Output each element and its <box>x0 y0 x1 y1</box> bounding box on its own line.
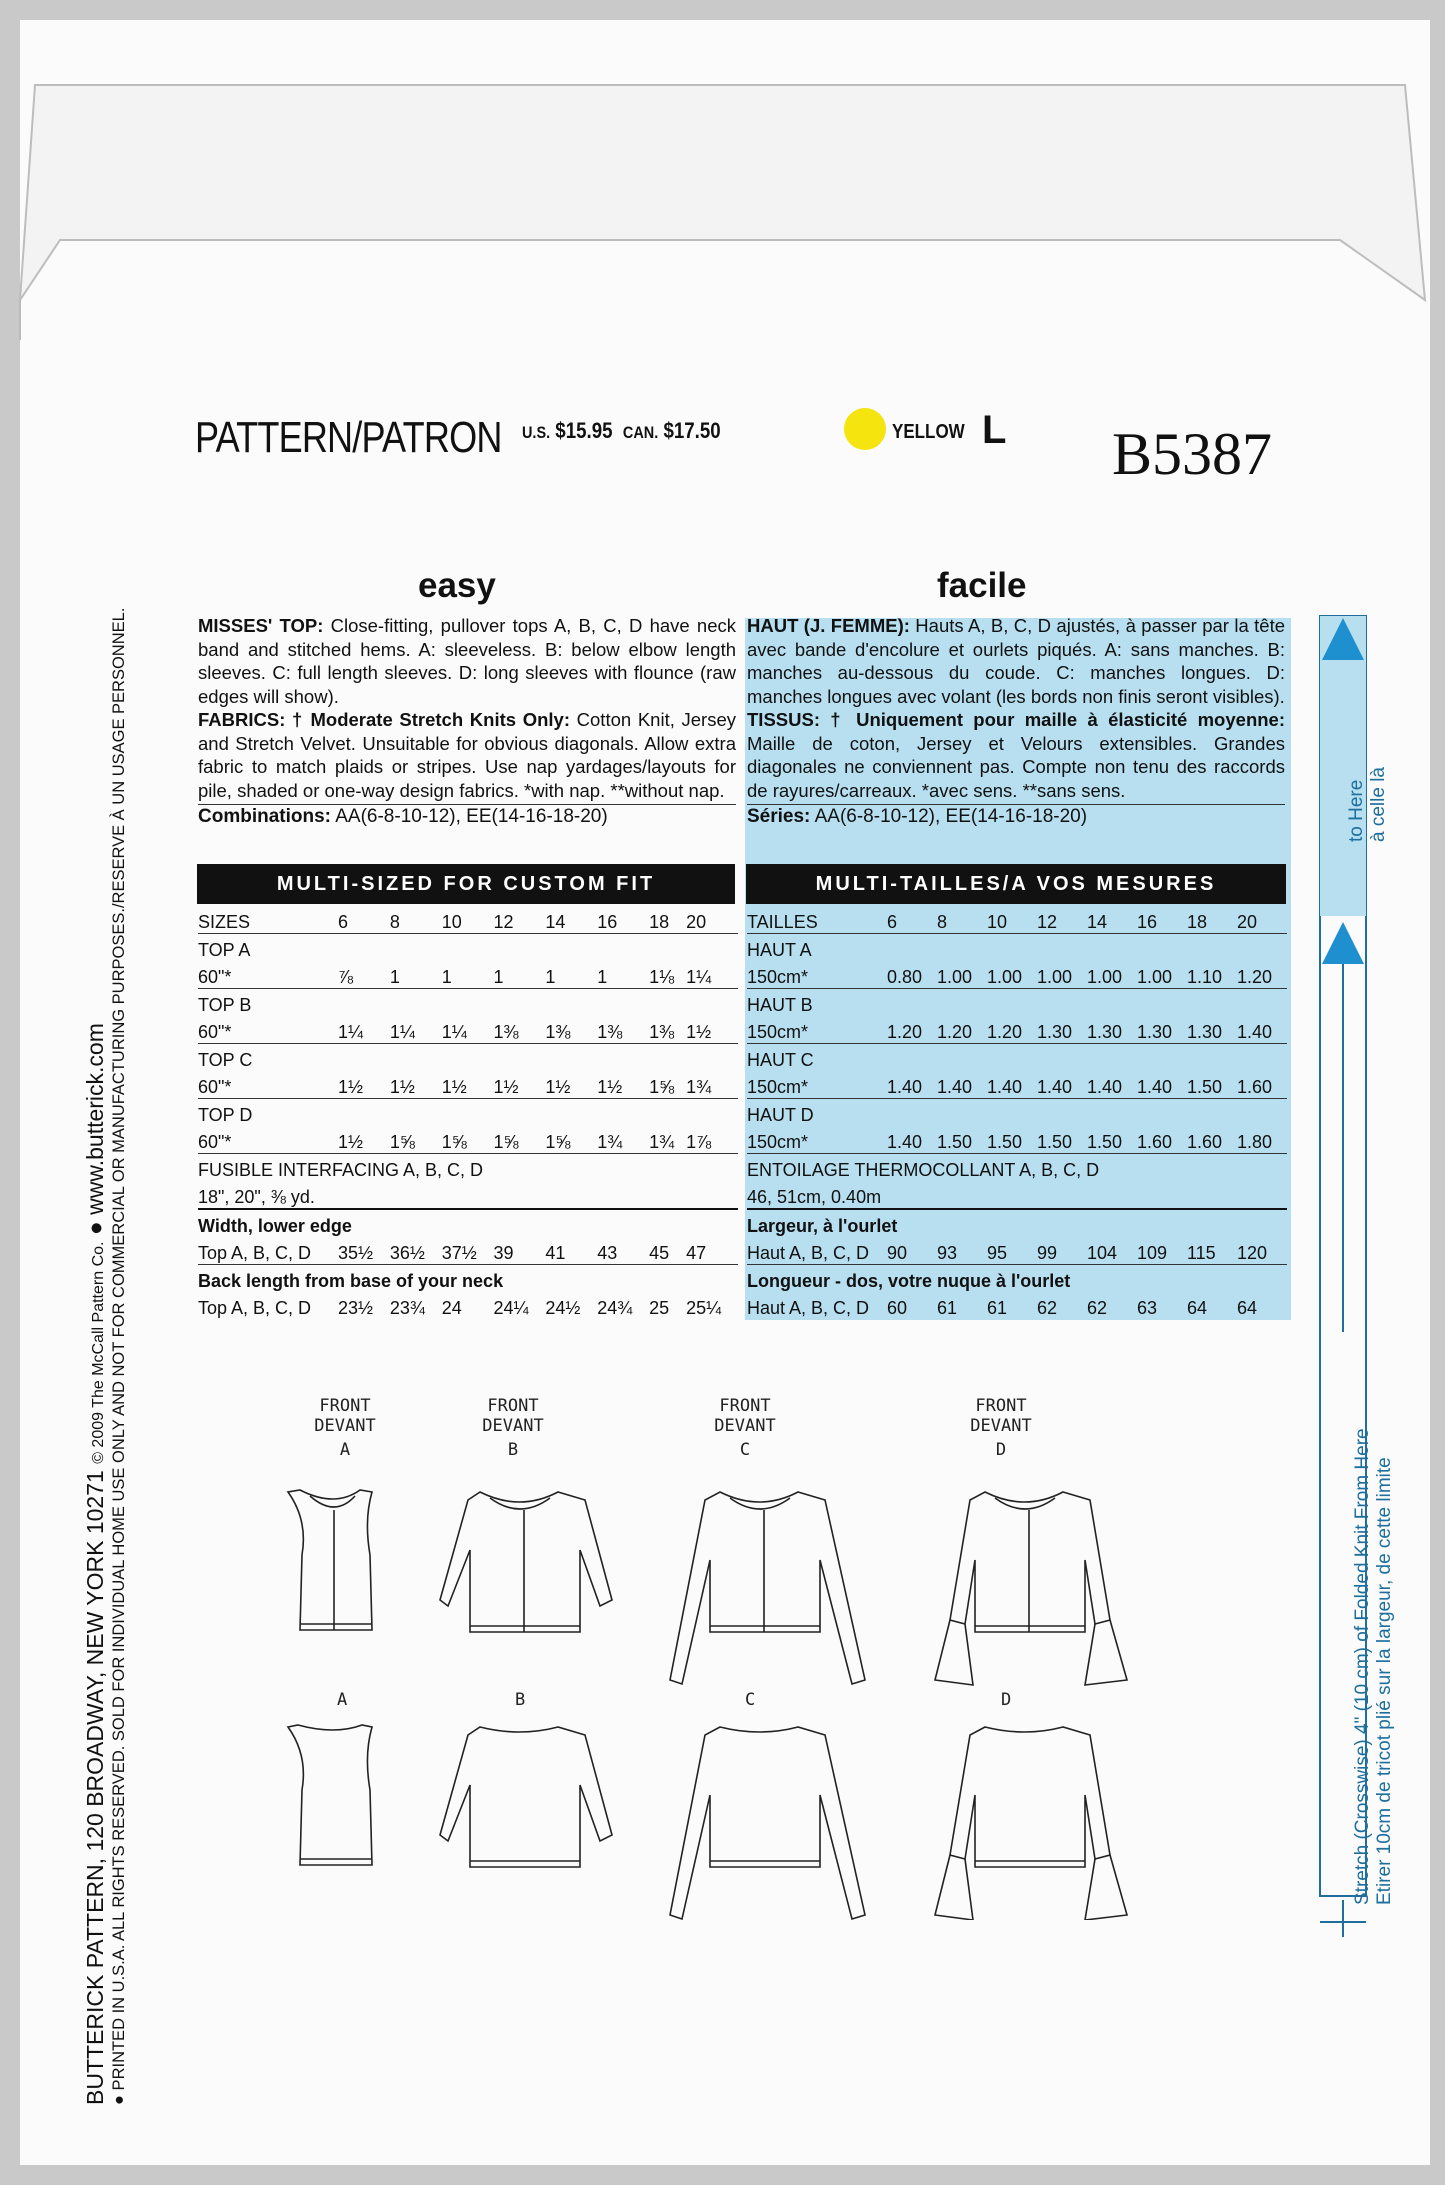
value-cell: 1.50 <box>1037 1132 1073 1152</box>
value-cell: 1.20 <box>1237 967 1273 987</box>
value-cell: 41 <box>545 1243 566 1263</box>
value-cell: 1⅛ <box>649 967 675 987</box>
value-cell: 1½ <box>686 1022 712 1042</box>
value-cell: 60 <box>887 1298 908 1318</box>
combinations-head-fr: Séries: <box>747 806 811 827</box>
table-row <box>747 1044 1287 1072</box>
value-cell: 1⅞ <box>686 1132 712 1152</box>
value-cell: 1.00 <box>987 967 1023 987</box>
size-cell: 18 <box>1187 912 1208 932</box>
value-cell: 1¾ <box>597 1132 623 1152</box>
value-cell: 1⅝ <box>649 1077 675 1097</box>
value-cell: 1½ <box>545 1077 571 1097</box>
value-cell: 1.00 <box>1137 967 1173 987</box>
value-cell: 1.20 <box>887 1022 923 1042</box>
table-row <box>747 1099 1287 1127</box>
size-cell: 14 <box>545 912 566 932</box>
value-cell: 1.40 <box>1137 1077 1173 1097</box>
value-cell: 1½ <box>597 1077 623 1097</box>
yardage-table-en <box>198 906 738 1319</box>
description-fr <box>747 614 1285 829</box>
value-cell: 1.20 <box>987 1022 1023 1042</box>
value-cell: 1.40 <box>987 1077 1023 1097</box>
yardage-table-fr <box>747 906 1287 1319</box>
value-cell: 1¼ <box>389 1022 415 1042</box>
combinations-fr: AA(6-8-10-12), EE(14-16-18-20) <box>810 806 1088 827</box>
interfacing-value: 18", 20", ⅜ yd. <box>198 1187 315 1207</box>
table-row <box>747 1126 1287 1154</box>
value-cell: 1.20 <box>937 1022 973 1042</box>
size-cell: 6 <box>338 912 349 932</box>
price-can-label: CAN. <box>622 423 659 442</box>
drawing-back-d <box>935 1727 1127 1920</box>
band-fr: MULTI-TAILLES/A VOS MESURES <box>746 864 1286 904</box>
value-cell: 24¾ <box>597 1298 633 1318</box>
desc-head-en: MISSES' TOP: <box>198 615 324 636</box>
value-cell: 1.40 <box>1037 1077 1073 1097</box>
back-head: Back length from base of your neck <box>198 1271 504 1291</box>
table-row <box>198 934 738 962</box>
width-label: Haut A, B, C, D <box>747 1243 870 1263</box>
value-cell: 25 <box>649 1298 670 1318</box>
price <box>522 418 721 444</box>
arrow-up-icon <box>1322 922 1364 964</box>
desc-fr: Hauts A, B, C, D ajustés, à passer par la tête avec bande d'encolure et ourlets piqués. A: sans manches. B: manches au-dessous du coude. C: manches longues. D: manches longues avec volant (les bords non finis seront visibles). <box>747 615 1286 707</box>
value-cell: 99 <box>1037 1243 1058 1263</box>
value-cell: 1.30 <box>1087 1022 1123 1042</box>
table-row <box>747 1209 1287 1237</box>
row-name: TOP B <box>198 995 252 1015</box>
size-cell: 16 <box>1137 912 1158 932</box>
value-cell: 25¼ <box>686 1298 722 1318</box>
row-width: 150cm* <box>747 967 809 987</box>
value-cell: 95 <box>987 1243 1008 1263</box>
band-en: MULTI-SIZED FOR CUSTOM FIT <box>197 864 735 904</box>
row-width: 150cm* <box>747 1132 809 1152</box>
price-can: $17.50 <box>663 418 721 443</box>
size-cell: 20 <box>1237 912 1258 932</box>
sizes-label: SIZES <box>198 912 251 932</box>
row-name: HAUT C <box>747 1050 814 1070</box>
value-cell: 35½ <box>338 1243 374 1263</box>
value-cell: 43 <box>597 1243 618 1263</box>
table-row <box>747 961 1287 989</box>
width-label: Top A, B, C, D <box>198 1243 312 1263</box>
price-us: $15.95 <box>555 418 613 443</box>
table-row <box>747 1265 1287 1293</box>
size-cell: 8 <box>937 912 948 932</box>
table-row <box>198 989 738 1017</box>
desc-en: Close-fitting, pullover tops A, B, C, D have neck band and stitched hems. A: sleeveless. B: below elbow length sleeves. C: full length sleeves. D: long sleeves with flounce (raw edges will show). <box>198 615 736 707</box>
table-row <box>198 1237 738 1265</box>
table-row <box>747 1292 1287 1319</box>
table-row <box>198 1016 738 1044</box>
table-row <box>747 1181 1287 1209</box>
back-label-b: B <box>515 1690 526 1710</box>
table-row <box>198 1044 738 1072</box>
front-label-c: FRONT DEVANT C <box>714 1396 776 1460</box>
value-cell: 1.40 <box>887 1077 923 1097</box>
row-width: 60"* <box>198 1022 232 1042</box>
value-cell: 1¼ <box>338 1022 364 1042</box>
value-cell: 45 <box>649 1243 670 1263</box>
fabrics-head-en: FABRICS: † Moderate Stretch Knits Only: <box>198 709 570 730</box>
value-cell: 109 <box>1137 1243 1168 1263</box>
value-cell: 23½ <box>338 1298 374 1318</box>
back-label-c: C <box>745 1690 756 1710</box>
front-label-a: FRONT DEVANT A <box>314 1396 376 1460</box>
value-cell: 1⅜ <box>545 1022 571 1042</box>
row-width: 150cm* <box>747 1077 809 1097</box>
table-row <box>198 1126 738 1154</box>
width-head: Width, lower edge <box>198 1216 352 1236</box>
value-cell: ⅞ <box>338 967 354 987</box>
value-cell: 39 <box>493 1243 514 1263</box>
value-cell: 1⅝ <box>441 1132 467 1152</box>
table-row <box>198 906 738 934</box>
envelope-flap <box>0 0 1445 340</box>
row-name: TOP C <box>198 1050 253 1070</box>
table-row <box>198 1292 738 1319</box>
value-cell: 0.80 <box>887 967 923 987</box>
table-row <box>198 1265 738 1293</box>
color-label: YELLOW <box>892 421 965 443</box>
value-cell: 1 <box>493 967 504 987</box>
color-dot <box>844 408 886 450</box>
combinations-head-en: Combinations: <box>198 806 331 827</box>
value-cell: 1½ <box>338 1132 364 1152</box>
difficulty-fr: facile <box>937 566 1027 605</box>
row-name: HAUT D <box>747 1105 814 1125</box>
value-cell: 93 <box>937 1243 958 1263</box>
value-cell: 62 <box>1037 1298 1058 1318</box>
row-name: TOP D <box>198 1105 253 1125</box>
to-here-label: to Here à celle là <box>1346 767 1389 842</box>
drawing-front-d <box>935 1492 1127 1685</box>
value-cell: 1¾ <box>686 1077 712 1097</box>
front-label-d: FRONT DEVANT D <box>970 1396 1032 1460</box>
value-cell: 1 <box>389 967 400 987</box>
row-name: TOP A <box>198 940 251 960</box>
price-us-label: U.S. <box>522 423 551 442</box>
size-cell: 10 <box>441 912 462 932</box>
value-cell: 90 <box>887 1243 908 1263</box>
value-cell: 1⅜ <box>493 1022 519 1042</box>
value-cell: 1¼ <box>441 1022 467 1042</box>
size-letter: L <box>982 408 1007 452</box>
value-cell: 64 <box>1187 1298 1208 1318</box>
interfacing-value: 46, 51cm, 0.40m <box>747 1187 882 1207</box>
value-cell: 1.00 <box>1037 967 1073 987</box>
desc-head-fr: HAUT (J. FEMME): <box>747 615 910 636</box>
row-width: 60"* <box>198 1132 232 1152</box>
value-cell: 1⅝ <box>389 1132 415 1152</box>
table-row <box>198 1099 738 1127</box>
value-cell: 1⅜ <box>649 1022 675 1042</box>
value-cell: 1.50 <box>1087 1132 1123 1152</box>
table-row <box>198 1181 738 1209</box>
pattern-label: PATTERN/PATRON <box>195 413 502 462</box>
table-row <box>747 1016 1287 1044</box>
value-cell: 1.40 <box>1087 1077 1123 1097</box>
back-label: Haut A, B, C, D <box>747 1298 870 1318</box>
row-name: HAUT B <box>747 995 813 1015</box>
size-cell: 18 <box>649 912 670 932</box>
table-row <box>747 1154 1287 1182</box>
back-label: Top A, B, C, D <box>198 1298 312 1318</box>
value-cell: 1 <box>545 967 556 987</box>
value-cell: 1⅜ <box>597 1022 623 1042</box>
value-cell: 120 <box>1237 1243 1268 1263</box>
value-cell: 1.40 <box>887 1132 923 1152</box>
drawing-back-b <box>440 1727 612 1867</box>
table-row <box>747 934 1287 962</box>
size-cell: 12 <box>493 912 514 932</box>
rights-statement: ● PRINTED IN U.S.A. ALL RIGHTS RESERVED. SOLD FOR INDIVIDUAL HOME USE ONLY AND NOT FOR COMMERCIAL OR MANUFACTURING PURPOSES./RESERVE À UN USAGE PERSONNEL. <box>110 607 128 2105</box>
value-cell: 1.60 <box>1187 1132 1223 1152</box>
size-cell: 12 <box>1037 912 1058 932</box>
table-row <box>747 1071 1287 1099</box>
publisher-info: BUTTERICK PATTERN, 120 BROADWAY, NEW YORK 10271 © 2009 The McCall Pattern Co. ● www.butterick.com <box>82 1023 108 2105</box>
table-row <box>747 906 1287 934</box>
table-row <box>198 1071 738 1099</box>
row-name: HAUT A <box>747 940 812 960</box>
value-cell: 64 <box>1237 1298 1258 1318</box>
size-cell: 14 <box>1087 912 1108 932</box>
front-label-b: FRONT DEVANT B <box>482 1396 544 1460</box>
value-cell: 63 <box>1137 1298 1158 1318</box>
size-cell: 8 <box>389 912 400 932</box>
size-cell: 20 <box>686 912 707 932</box>
row-width: 150cm* <box>747 1022 809 1042</box>
value-cell: 1 <box>597 967 608 987</box>
value-cell: 1½ <box>338 1077 364 1097</box>
value-cell: 104 <box>1087 1243 1118 1263</box>
value-cell: 1.40 <box>1237 1022 1273 1042</box>
pattern-code: B5387 <box>1112 421 1273 487</box>
value-cell: 1½ <box>389 1077 415 1097</box>
stretch-instructions: Stretch (Crosswise) 4" (10 cm) of Folded Knit From Here Etirer 10cm de tricot plié sur la largeur, de cette limite <box>1352 1428 1395 1905</box>
value-cell: 1¼ <box>686 967 712 987</box>
value-cell: 1.50 <box>987 1132 1023 1152</box>
drawing-front-a <box>288 1490 372 1630</box>
interfacing-title: FUSIBLE INTERFACING A, B, C, D <box>198 1160 484 1180</box>
drawing-back-c <box>670 1727 865 1919</box>
value-cell: 37½ <box>441 1243 477 1263</box>
value-cell: 36½ <box>389 1243 425 1263</box>
value-cell: 1.50 <box>937 1132 973 1152</box>
value-cell: 1.40 <box>937 1077 973 1097</box>
size-cell: 10 <box>987 912 1008 932</box>
value-cell: 1⅝ <box>545 1132 571 1152</box>
table-row <box>198 961 738 989</box>
interfacing-title: ENTOILAGE THERMOCOLLANT A, B, C, D <box>747 1160 1100 1180</box>
value-cell: 1 <box>441 967 452 987</box>
description-en <box>198 614 736 829</box>
value-cell: 23¾ <box>389 1298 425 1318</box>
value-cell: 61 <box>937 1298 958 1318</box>
drawing-front-b <box>440 1492 612 1632</box>
row-width: 60"* <box>198 967 232 987</box>
value-cell: 1¾ <box>649 1132 675 1152</box>
value-cell: 1.10 <box>1187 967 1223 987</box>
value-cell: 61 <box>987 1298 1008 1318</box>
drawing-back-a <box>288 1725 372 1865</box>
value-cell: 115 <box>1187 1243 1216 1263</box>
value-cell: 1½ <box>441 1077 467 1097</box>
value-cell: 1.60 <box>1137 1132 1173 1152</box>
table-row <box>747 989 1287 1017</box>
sizes-label: TAILLES <box>747 912 818 932</box>
back-head: Longueur - dos, votre nuque à l'ourlet <box>747 1271 1071 1291</box>
value-cell: 1.00 <box>1087 967 1123 987</box>
size-cell: 6 <box>887 912 898 932</box>
fabrics-head-fr: TISSUS: † Uniquement pour maille à élasticité moyenne: <box>747 709 1285 730</box>
table-row <box>198 1154 738 1182</box>
value-cell: 1.30 <box>1037 1022 1073 1042</box>
back-label-d: D <box>1001 1690 1012 1710</box>
width-head: Largeur, à l'ourlet <box>747 1216 898 1236</box>
value-cell: 1⅝ <box>493 1132 519 1152</box>
row-width: 60"* <box>198 1077 232 1097</box>
technical-drawings <box>280 1480 1140 1920</box>
value-cell: 1.30 <box>1187 1022 1223 1042</box>
value-cell: 1.60 <box>1237 1077 1273 1097</box>
value-cell: 24½ <box>545 1298 581 1318</box>
table-row <box>198 1209 738 1237</box>
fabrics-fr: Maille de coton, Jersey et Velours extensibles. Grandes diagonales ne conviennent pas. Compte non tenu des raccords de rayures/carreaux. *avec sens. **sans sens. <box>747 732 1285 801</box>
table-row <box>747 1237 1287 1265</box>
value-cell: 24 <box>441 1298 462 1318</box>
value-cell: 1.30 <box>1137 1022 1173 1042</box>
fabrics-en: Cotton Knit, Jersey and Stretch Velvet. Unsuitable for obvious diagonals. Allow extra fabric to match plaids or stripes. Use nap yardages/layouts for pile, shaded or one-way design fabrics. *with nap. **without nap. <box>198 709 737 801</box>
value-cell: 1.50 <box>1187 1077 1223 1097</box>
value-cell: 24¼ <box>493 1298 529 1318</box>
value-cell: 62 <box>1087 1298 1108 1318</box>
combinations-en: AA(6-8-10-12), EE(14-16-18-20) <box>331 806 608 827</box>
difficulty-en: easy <box>418 566 496 605</box>
drawing-front-c <box>670 1492 865 1684</box>
value-cell: 1½ <box>493 1077 519 1097</box>
back-label-a: A <box>337 1690 348 1710</box>
value-cell: 1.00 <box>937 967 973 987</box>
value-cell: 1.80 <box>1237 1132 1273 1152</box>
value-cell: 47 <box>686 1243 707 1263</box>
size-cell: 16 <box>597 912 618 932</box>
